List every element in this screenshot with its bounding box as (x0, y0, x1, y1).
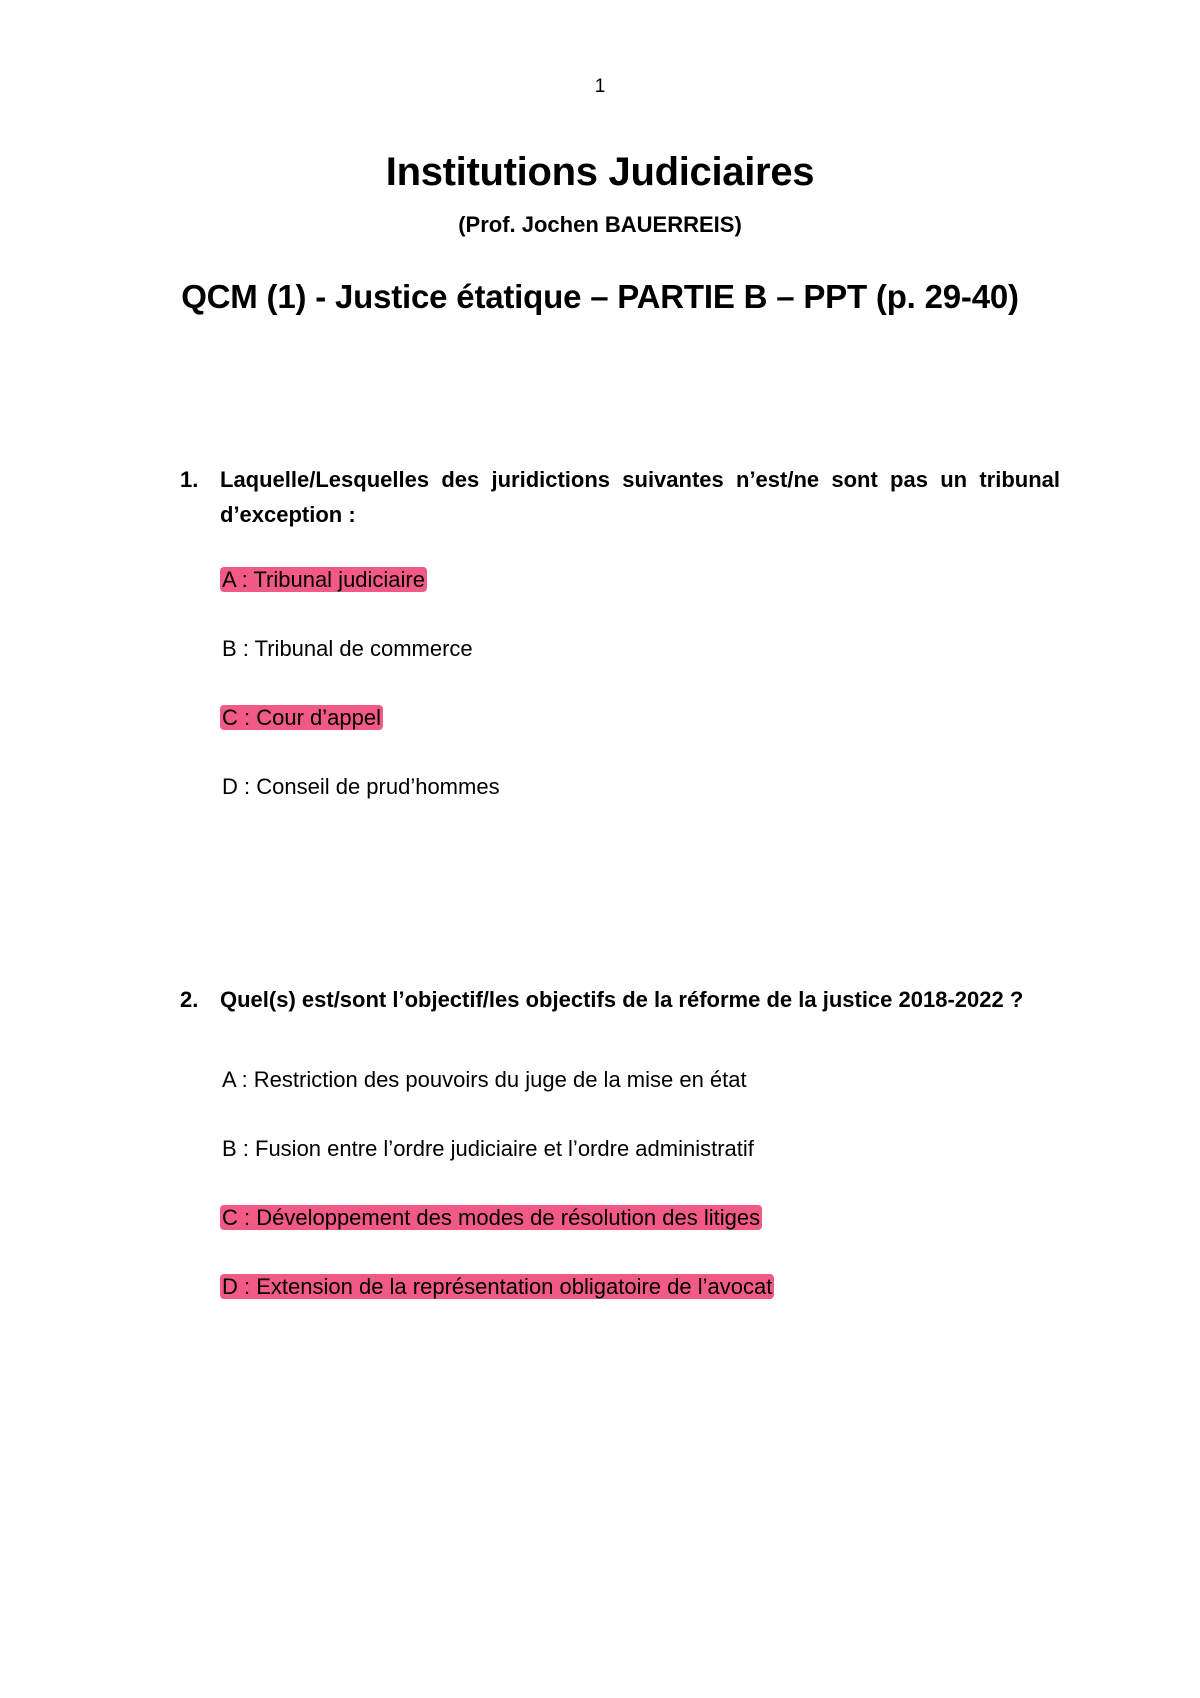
page-number: 1 (594, 76, 606, 97)
answer-1b (220, 634, 1060, 664)
question-1-answers (180, 565, 1060, 802)
answer-2c (220, 1203, 1060, 1233)
answer-2a-text: A : Restriction des pouvoirs du juge de la mise en état (222, 1067, 747, 1092)
answer-1c-text: C : Cour d’appel (222, 705, 381, 730)
answer-1a (220, 565, 1060, 595)
answer-2a (220, 1065, 1060, 1095)
quiz-heading: QCM (1) - Justice étatique – PARTIE B – PPT (p. 29-40) (181, 278, 1019, 315)
document-subtitle: (Prof. Jochen BAUERREIS) (458, 212, 742, 237)
question-1-prompt (180, 462, 1060, 532)
answer-1c (220, 703, 1060, 733)
question-2-text: Quel(s) est/sont l’objectif/les objectifs de la réforme de la justice 2018-2022 ? (220, 987, 1024, 1012)
question-1 (180, 462, 1060, 841)
answer-1d (220, 772, 1060, 802)
question-2 (180, 982, 1060, 1341)
document-title: Institutions Judiciaires (385, 150, 815, 194)
answer-2b-text: B : Fusion entre l’ordre judiciaire et l’ordre administratif (222, 1136, 754, 1161)
question-2-prompt (180, 982, 1060, 1017)
answer-2b (220, 1134, 1060, 1164)
question-2-answers (180, 1065, 1060, 1302)
answer-2d (220, 1272, 1060, 1302)
answer-1a-text: A : Tribunal judiciaire (222, 567, 425, 592)
answer-2d-text: D : Extension de la représentation obligatoire de l’avocat (222, 1274, 773, 1299)
question-1-text: Laquelle/Lesquelles des juridictions suivantes n’est/ne sont pas un tribunal d’exception : (220, 467, 1060, 527)
question-2-number: 2. (180, 987, 199, 1012)
answer-1b-text: B : Tribunal de commerce (222, 636, 473, 661)
answer-1d-text: D : Conseil de prud’hommes (222, 774, 500, 799)
question-1-number: 1. (180, 467, 199, 492)
answer-2c-text: C : Développement des modes de résolution des litiges (222, 1205, 761, 1230)
